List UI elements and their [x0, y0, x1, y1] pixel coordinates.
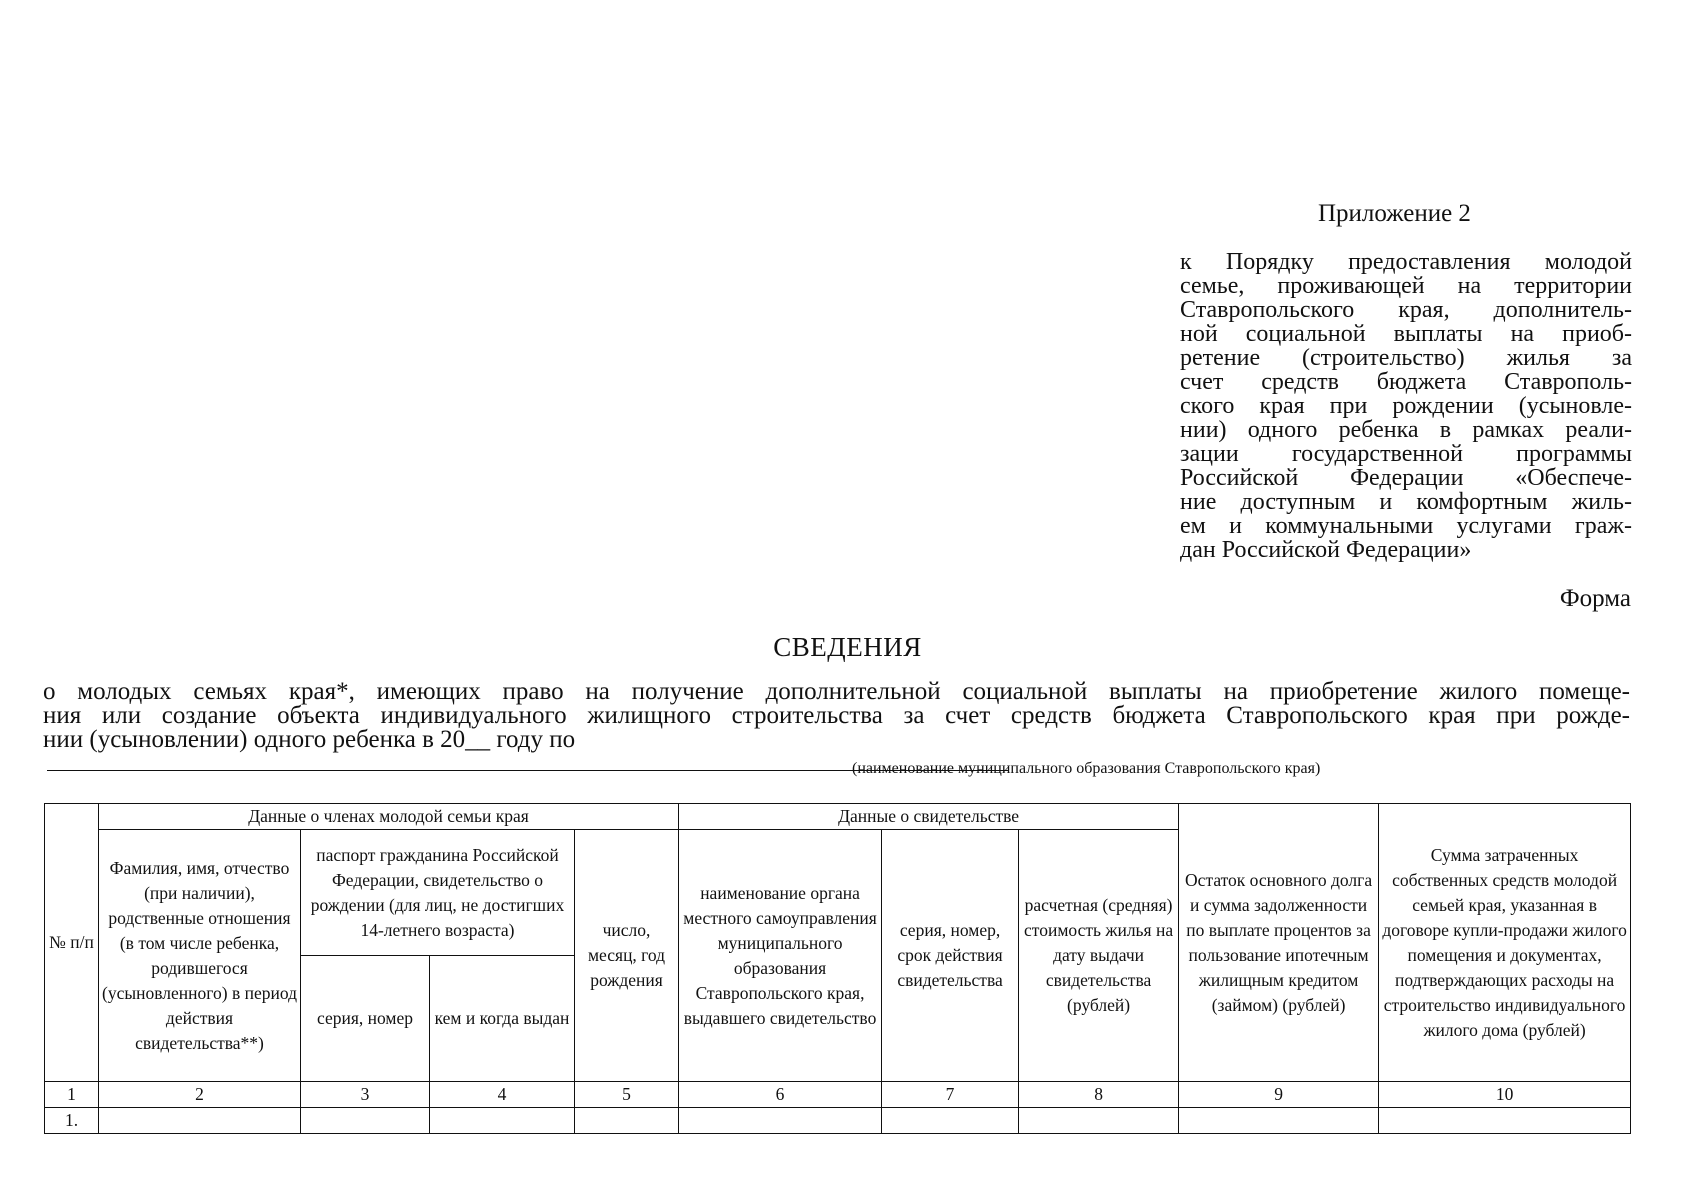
empty-cell — [882, 1108, 1019, 1134]
intro-line-with-blank — [43, 728, 1630, 771]
appendix-line: ной социальной выплаты на приоб- — [1180, 321, 1632, 347]
column-number: 4 — [430, 1082, 575, 1108]
document-title: СВЕДЕНИЯ — [773, 632, 922, 662]
header-row-number: № п/п — [45, 804, 99, 1082]
appendix-title: Приложение 2 — [1318, 200, 1471, 227]
empty-cell — [575, 1108, 679, 1134]
column-number: 6 — [679, 1082, 882, 1108]
header-passport-issued: кем и когда выдан — [430, 956, 575, 1082]
appendix-line: зации государственной программы — [1180, 441, 1632, 467]
empty-cell — [1179, 1108, 1379, 1134]
appendix-line: семье, проживающей на территории — [1180, 273, 1632, 299]
intro-line: о молодых семьях края*, имеющих право на получение дополнительной социальной выплаты на приобретение жилого помеще- — [43, 678, 1630, 705]
form-label: Форма — [1559, 585, 1631, 612]
empty-cell — [1379, 1108, 1631, 1134]
appendix-line: ского края при рождении (усыновле- — [1180, 393, 1632, 419]
header-cost: расчетная (средняя) стоимость жилья на дату выдачи свидетельства (рублей) — [1019, 830, 1179, 1082]
header-cert-series: серия, номер, срок действия свидетельства — [882, 830, 1019, 1082]
intro-paragraph — [43, 680, 1630, 771]
row-number-cell: 1. — [45, 1108, 99, 1134]
header-passport-group: паспорт гражданина Российской Федерации, свидетельство о рождении (для лиц, не достигших 14-летнего возраста) — [301, 830, 575, 956]
appendix-reference — [1180, 250, 1632, 562]
header-debt: Остаток основного долга и сумма задолженности по выплате процентов за пользование ипотечным жилищным кредитом (займом) (рублей) — [1179, 804, 1379, 1082]
blank-caption: (наименование муниципального образования Ставропольского края) — [852, 760, 1321, 777]
header-passport-series: серия, номер — [301, 956, 430, 1082]
appendix-line: счет средств бюджета Ставрополь- — [1180, 369, 1632, 395]
column-number: 9 — [1179, 1082, 1379, 1108]
appendix-line: Российской Федерации «Обеспече- — [1180, 465, 1632, 491]
empty-cell — [301, 1108, 430, 1134]
header-birth-date: число, месяц, год рождения — [575, 830, 679, 1082]
column-number: 1 — [45, 1082, 99, 1108]
appendix-line: к Порядку предоставления молодой — [1180, 249, 1632, 275]
data-table — [44, 803, 1631, 1134]
column-number: 5 — [575, 1082, 679, 1108]
appendix-line: нии) одного ребенка в рамках реали- — [1180, 417, 1632, 443]
header-own-funds: Сумма затраченных собственных средств молодой семьей края, указанная в договоре купли-продажи жилого помещения и документах, подтверждающих расходы на строительство индивидуального жилого дома (рублей) — [1379, 804, 1631, 1082]
appendix-line: ем и коммунальными услугами граж- — [1180, 513, 1632, 539]
group-header-family: Данные о членах молодой семьи края — [99, 804, 679, 830]
column-number: 3 — [301, 1082, 430, 1108]
column-number: 10 — [1379, 1082, 1631, 1108]
column-number: 2 — [99, 1082, 301, 1108]
empty-cell — [99, 1108, 301, 1134]
appendix-line: Ставропольского края, дополнитель- — [1180, 297, 1632, 323]
appendix-line: ние доступным и комфортным жиль- — [1180, 489, 1632, 515]
header-authority: наименование органа местного самоуправления муниципального образования Ставропольского края, выдавшего свидетельство — [679, 830, 882, 1082]
column-number: 7 — [882, 1082, 1019, 1108]
empty-cell — [679, 1108, 882, 1134]
empty-cell — [430, 1108, 575, 1134]
header-fio: Фамилия, имя, отчество (при наличии), родственные отношения (в том числе ребенка, родившегося (усыновленного) в период действия свидетельства**) — [99, 830, 301, 1082]
group-header-certificate: Данные о свидетельстве — [679, 804, 1179, 830]
column-number: 8 — [1019, 1082, 1179, 1108]
appendix-line: дан Российской Федерации» — [1180, 537, 1472, 563]
empty-cell — [1019, 1108, 1179, 1134]
intro-line: ния или создание объекта индивидуального жилищного строительства за счет средств бюджета Ставропольского края при рожде- — [43, 702, 1630, 729]
intro-line: нии (усыновлении) одного ребенка в 20__ году по — [43, 726, 576, 753]
appendix-line: ретение (строительство) жилья за — [1180, 345, 1632, 371]
